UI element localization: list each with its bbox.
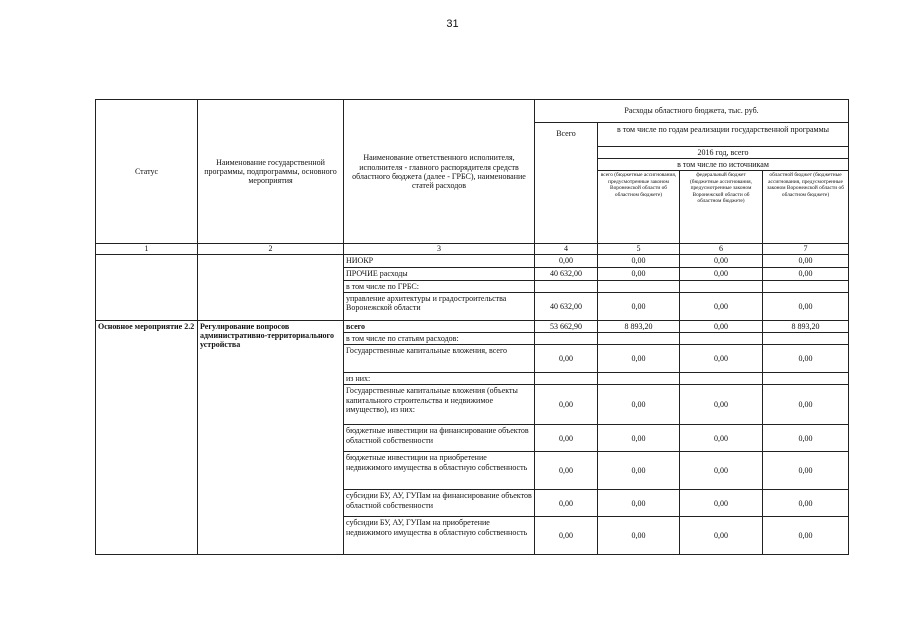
row-col7: 0,00 bbox=[763, 292, 849, 320]
row-col5: 0,00 bbox=[598, 267, 680, 280]
row-col6 bbox=[680, 373, 763, 385]
row-col5: 0,00 bbox=[598, 425, 680, 452]
column-number: 4 bbox=[535, 244, 598, 254]
row-col5: 0,00 bbox=[598, 292, 680, 320]
row-col7 bbox=[763, 280, 849, 292]
row-col7: 8 893,20 bbox=[763, 320, 849, 332]
row-name: управление архитектуры и градостроительства Воронежской области bbox=[344, 292, 535, 320]
header-by-sources: в том числе по источникам bbox=[598, 159, 849, 171]
row-col5: 0,00 bbox=[598, 345, 680, 373]
header-program-name: Наименование государственной программы, подпрограммы, основного мероприятия bbox=[198, 100, 344, 244]
column-number: 3 bbox=[344, 244, 535, 254]
row-col5: 0,00 bbox=[598, 385, 680, 425]
header-year-total: 2016 год, всего bbox=[598, 147, 849, 159]
page-number: 31 bbox=[446, 18, 459, 30]
row-total: 0,00 bbox=[535, 345, 598, 373]
row-col6: 0,00 bbox=[680, 490, 763, 517]
row-col5 bbox=[598, 373, 680, 385]
row-col6: 0,00 bbox=[680, 452, 763, 490]
row-col6: 0,00 bbox=[680, 267, 763, 280]
row-col7: 0,00 bbox=[763, 254, 849, 267]
row-col6: 0,00 bbox=[680, 320, 763, 332]
row-col6: 0,00 bbox=[680, 254, 763, 267]
row-col7: 0,00 bbox=[763, 425, 849, 452]
row-name: НИОКР bbox=[344, 254, 535, 267]
row-col7: 0,00 bbox=[763, 385, 849, 425]
row-col5 bbox=[598, 332, 680, 344]
row-total: 0,00 bbox=[535, 254, 598, 267]
row-col7: 0,00 bbox=[763, 517, 849, 555]
header-total: Всего bbox=[535, 123, 598, 244]
header-status: Статус bbox=[96, 100, 198, 244]
row-col6: 0,00 bbox=[680, 345, 763, 373]
budget-table bbox=[95, 99, 849, 555]
row-col6: 0,00 bbox=[680, 292, 763, 320]
row-name: из них: bbox=[344, 373, 535, 385]
row-col6 bbox=[680, 280, 763, 292]
row-col5: 8 893,20 bbox=[598, 320, 680, 332]
row-col7: 0,00 bbox=[763, 452, 849, 490]
row-name: субсидии БУ, АУ, ГУПам на приобретение недвижимого имущества в областную собственность bbox=[344, 517, 535, 555]
row-col5 bbox=[598, 280, 680, 292]
status-cell-empty bbox=[96, 254, 198, 320]
row-col5: 0,00 bbox=[598, 254, 680, 267]
row-col5: 0,00 bbox=[598, 490, 680, 517]
header-expenses: Расходы областного бюджета, тыс. руб. bbox=[535, 100, 849, 123]
row-name: субсидии БУ, АУ, ГУПам на финансирование объектов областной собственности bbox=[344, 490, 535, 517]
header-source-regional: областной бюджет (бюджетные ассигнования, предусмотренные законом Воронежской области об областном бюджете) bbox=[763, 171, 849, 244]
row-total: 0,00 bbox=[535, 425, 598, 452]
column-number: 5 bbox=[598, 244, 680, 254]
row-total: 40 632,00 bbox=[535, 267, 598, 280]
row-total: 0,00 bbox=[535, 517, 598, 555]
row-col7 bbox=[763, 332, 849, 344]
table-row bbox=[96, 320, 849, 332]
row-col5: 0,00 bbox=[598, 517, 680, 555]
program-cell-empty bbox=[198, 254, 344, 320]
row-name: бюджетные инвестиции на финансирование объектов областной собственности bbox=[344, 425, 535, 452]
row-name: ПРОЧИЕ расходы bbox=[344, 267, 535, 280]
row-name: Государственные капитальные вложения (объекты капитального строительства и недвижимое имущество), из них: bbox=[344, 385, 535, 425]
row-col7 bbox=[763, 373, 849, 385]
row-total bbox=[535, 373, 598, 385]
row-total bbox=[535, 332, 598, 344]
row-name: в том числе по статьям расходов: bbox=[344, 332, 535, 344]
table-row bbox=[96, 254, 849, 267]
row-name: бюджетные инвестиции на приобретение недвижимого имущества в областную собственность bbox=[344, 452, 535, 490]
row-total: 53 662,90 bbox=[535, 320, 598, 332]
row-col6: 0,00 bbox=[680, 425, 763, 452]
column-number: 6 bbox=[680, 244, 763, 254]
row-col5: 0,00 bbox=[598, 452, 680, 490]
header-source-federal: федеральный бюджет (бюджетные ассигнования, предусмотренные законом Воронежской области об областном бюджете) bbox=[680, 171, 763, 244]
row-col7: 0,00 bbox=[763, 345, 849, 373]
column-number: 7 bbox=[763, 244, 849, 254]
column-numbers-row bbox=[96, 244, 849, 254]
row-total: 0,00 bbox=[535, 490, 598, 517]
column-number: 2 bbox=[198, 244, 344, 254]
row-col7: 0,00 bbox=[763, 490, 849, 517]
row-col6 bbox=[680, 332, 763, 344]
row-name: Государственные капитальные вложения, всего bbox=[344, 345, 535, 373]
row-col7: 0,00 bbox=[763, 267, 849, 280]
header-executor: Наименование ответственного исполнителя, исполнителя - главного распорядителя средств областного бюджета (далее - ГРБС), наименование статей расходов bbox=[344, 100, 535, 244]
column-number: 1 bbox=[96, 244, 198, 254]
row-name: всего bbox=[344, 320, 535, 332]
row-col6: 0,00 bbox=[680, 517, 763, 555]
row-total: 0,00 bbox=[535, 385, 598, 425]
row-total: 40 632,00 bbox=[535, 292, 598, 320]
measure-status: Основное мероприятие 2.2 bbox=[96, 320, 198, 555]
header-source-total: всего (бюджетные ассигнования, предусмотренные законом Воронежской области об областном бюджете) bbox=[598, 171, 680, 244]
row-name: в том числе по ГРБС: bbox=[344, 280, 535, 292]
row-total bbox=[535, 280, 598, 292]
row-total: 0,00 bbox=[535, 452, 598, 490]
header-by-years: в том числе по годам реализации государственной программы bbox=[598, 123, 849, 147]
row-col6: 0,00 bbox=[680, 385, 763, 425]
measure-name: Регулирование вопросов административно-территориального устройства bbox=[198, 320, 344, 555]
